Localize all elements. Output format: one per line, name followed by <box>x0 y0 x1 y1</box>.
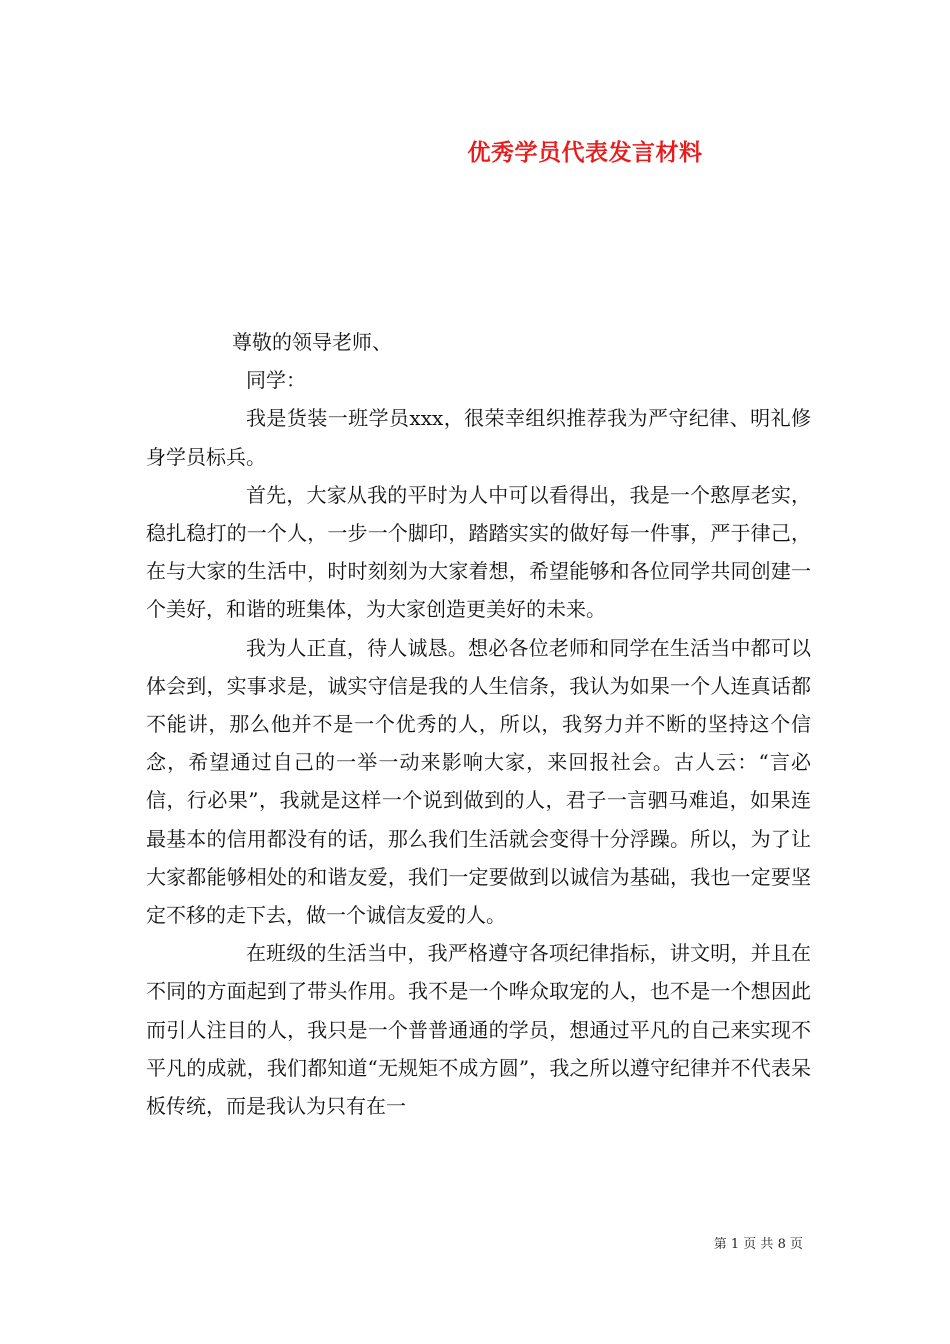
salutation-line-2: 同学： <box>246 368 306 393</box>
footer-suffix: 页 <box>789 1237 803 1252</box>
document-title: 优秀学员代表发言材料 <box>467 139 703 166</box>
footer-current-page: 1 <box>730 1237 740 1252</box>
footer-middle: 页 共 <box>743 1237 774 1252</box>
paragraph-introduction: 我是货装一班学员xxx，很荣幸组织推荐我为严守纪律、明礼修身学员标兵。 <box>146 406 811 469</box>
footer-total-pages: 8 <box>777 1237 786 1252</box>
page-number-footer <box>714 1233 803 1252</box>
paragraph-integrity: 我为人正直，待人诚恳。想必各位老师和同学在生活当中都可以体会到，实事求是，诚实守信是我的人生信条，我认为如果一个人连真话都不能讲，那么他并不是一个优秀的人，所以，我努力并不断的坚持这个信念，希望通过自己的一举一动来影响大家，来回报社会。古人云：“言必信，行必果”，我就是这样一个说到做到的人，君子一言驷马难追，如果连最基本的信用都没有的话，那么我们生活就会变得十分浮躁。所以，为了让大家都能够相处的和谐友爱，我们一定要做到以诚信为基础，我也一定要坚定不移的走下去，做一个诚信友爱的人。 <box>146 635 811 928</box>
footer-prefix: 第 <box>713 1237 727 1252</box>
paragraph-character: 首先，大家从我的平时为人中可以看得出，我是一个憨厚老实，稳扎稳打的一个人，一步一个脚印，踏踏实实的做好每一件事，严于律己，在与大家的生活中，时时刻刻为大家着想，希望能够和各位同学共同创建一个美好，和谐的班集体，为大家创造更美好的未来。 <box>146 482 811 622</box>
paragraph-discipline: 在班级的生活当中，我严格遵守各项纪律指标，讲文明，并且在不同的方面起到了带头作用。我不是一个哗众取宠的人，也不是一个想因此而引人注目的人，我只是一个普普通通的学员，想通过平凡的自己来实现不平凡的成就，我们都知道“无规矩不成方圆”，我之所以遵守纪律并不代表呆板传统，而是我认为只有在一 <box>146 941 811 1119</box>
salutation-line-1: 尊敬的领导老师、 <box>232 330 392 354</box>
document-body <box>146 323 811 1125</box>
